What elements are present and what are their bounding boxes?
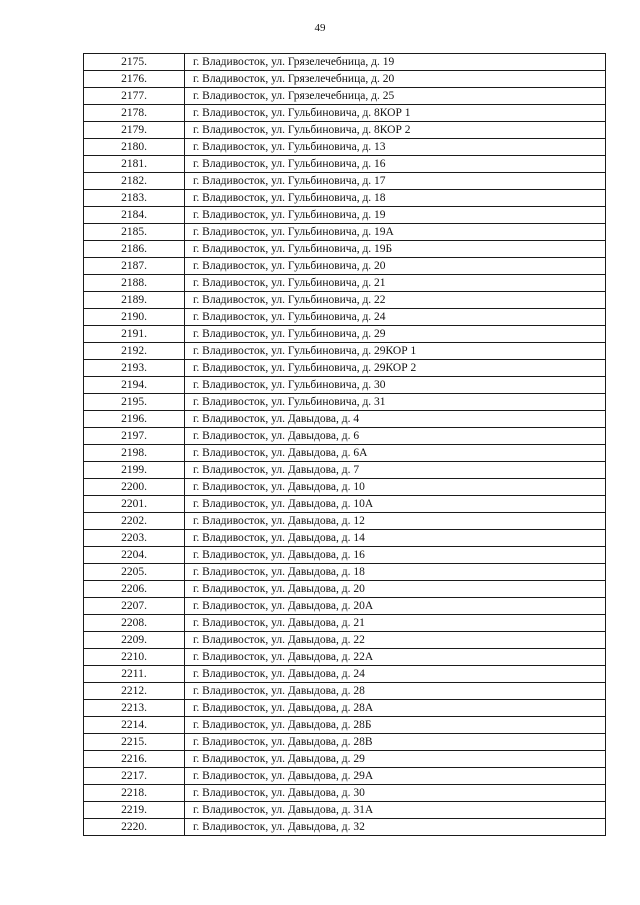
row-number-cell: 2186. <box>84 241 185 258</box>
address-cell: г. Владивосток, ул. Гульбиновича, д. 19Б <box>185 241 606 258</box>
address-cell: г. Владивосток, ул. Давыдова, д. 14 <box>185 530 606 547</box>
address-cell: г. Владивосток, ул. Гульбиновича, д. 8КОР 1 <box>185 105 606 122</box>
address-cell: г. Владивосток, ул. Давыдова, д. 28В <box>185 734 606 751</box>
table-row <box>84 343 606 360</box>
table-row <box>84 666 606 683</box>
address-cell: г. Владивосток, ул. Давыдова, д. 22 <box>185 632 606 649</box>
row-number-cell: 2187. <box>84 258 185 275</box>
address-cell: г. Владивосток, ул. Гульбиновича, д. 24 <box>185 309 606 326</box>
row-number-cell: 2182. <box>84 173 185 190</box>
row-number-cell: 2180. <box>84 139 185 156</box>
row-number-cell: 2205. <box>84 564 185 581</box>
address-cell: г. Владивосток, ул. Гульбиновича, д. 17 <box>185 173 606 190</box>
row-number-cell: 2206. <box>84 581 185 598</box>
row-number-cell: 2215. <box>84 734 185 751</box>
row-number-cell: 2190. <box>84 309 185 326</box>
table-row <box>84 717 606 734</box>
row-number-cell: 2216. <box>84 751 185 768</box>
table-row <box>84 649 606 666</box>
row-number-cell: 2175. <box>84 54 185 71</box>
table-row <box>84 768 606 785</box>
row-number-cell: 2200. <box>84 479 185 496</box>
table-row <box>84 513 606 530</box>
address-table <box>83 53 606 836</box>
table-row <box>84 105 606 122</box>
row-number-cell: 2204. <box>84 547 185 564</box>
table-row <box>84 54 606 71</box>
address-cell: г. Владивосток, ул. Гульбиновича, д. 18 <box>185 190 606 207</box>
row-number-cell: 2201. <box>84 496 185 513</box>
table-row <box>84 360 606 377</box>
row-number-cell: 2184. <box>84 207 185 224</box>
table-row <box>84 326 606 343</box>
row-number-cell: 2209. <box>84 632 185 649</box>
address-cell: г. Владивосток, ул. Давыдова, д. 28А <box>185 700 606 717</box>
address-cell: г. Владивосток, ул. Гульбиновича, д. 20 <box>185 258 606 275</box>
row-number-cell: 2203. <box>84 530 185 547</box>
address-cell: г. Владивосток, ул. Давыдова, д. 24 <box>185 666 606 683</box>
row-number-cell: 2188. <box>84 275 185 292</box>
address-cell: г. Владивосток, ул. Давыдова, д. 12 <box>185 513 606 530</box>
table-row <box>84 241 606 258</box>
address-cell: г. Владивосток, ул. Грязелечебница, д. 19 <box>185 54 606 71</box>
table-row <box>84 751 606 768</box>
address-cell: г. Владивосток, ул. Гульбиновича, д. 19 <box>185 207 606 224</box>
table-row <box>84 173 606 190</box>
table-row <box>84 462 606 479</box>
table-row <box>84 802 606 819</box>
address-cell: г. Владивосток, ул. Давыдова, д. 22А <box>185 649 606 666</box>
address-cell: г. Владивосток, ул. Гульбиновича, д. 16 <box>185 156 606 173</box>
address-cell: г. Владивосток, ул. Гульбиновича, д. 29 <box>185 326 606 343</box>
address-cell: г. Владивосток, ул. Давыдова, д. 6А <box>185 445 606 462</box>
table-row <box>84 564 606 581</box>
address-cell: г. Владивосток, ул. Давыдова, д. 32 <box>185 819 606 836</box>
address-cell: г. Владивосток, ул. Грязелечебница, д. 20 <box>185 71 606 88</box>
row-number-cell: 2198. <box>84 445 185 462</box>
table-row <box>84 190 606 207</box>
table-row <box>84 734 606 751</box>
row-number-cell: 2179. <box>84 122 185 139</box>
table-row <box>84 292 606 309</box>
address-cell: г. Владивосток, ул. Давыдова, д. 4 <box>185 411 606 428</box>
address-cell: г. Владивосток, ул. Давыдова, д. 31А <box>185 802 606 819</box>
address-cell: г. Владивосток, ул. Давыдова, д. 20 <box>185 581 606 598</box>
table-row <box>84 207 606 224</box>
table-row <box>84 581 606 598</box>
table-row <box>84 598 606 615</box>
table-row <box>84 819 606 836</box>
address-cell: г. Владивосток, ул. Давыдова, д. 20А <box>185 598 606 615</box>
row-number-cell: 2177. <box>84 88 185 105</box>
address-cell: г. Владивосток, ул. Гульбиновича, д. 21 <box>185 275 606 292</box>
row-number-cell: 2210. <box>84 649 185 666</box>
row-number-cell: 2197. <box>84 428 185 445</box>
address-cell: г. Владивосток, ул. Давыдова, д. 29 <box>185 751 606 768</box>
row-number-cell: 2218. <box>84 785 185 802</box>
table-row <box>84 530 606 547</box>
row-number-cell: 2202. <box>84 513 185 530</box>
table-row <box>84 683 606 700</box>
table-row <box>84 71 606 88</box>
page-number: 49 <box>314 22 326 34</box>
address-cell: г. Владивосток, ул. Грязелечебница, д. 25 <box>185 88 606 105</box>
table-row <box>84 615 606 632</box>
row-number-cell: 2208. <box>84 615 185 632</box>
row-number-cell: 2181. <box>84 156 185 173</box>
table-row <box>84 785 606 802</box>
table-row <box>84 428 606 445</box>
address-cell: г. Владивосток, ул. Давыдова, д. 10А <box>185 496 606 513</box>
address-cell: г. Владивосток, ул. Гульбиновича, д. 29КОР 2 <box>185 360 606 377</box>
row-number-cell: 2178. <box>84 105 185 122</box>
row-number-cell: 2183. <box>84 190 185 207</box>
row-number-cell: 2189. <box>84 292 185 309</box>
table-body <box>84 54 606 836</box>
table-row <box>84 258 606 275</box>
row-number-cell: 2214. <box>84 717 185 734</box>
address-cell: г. Владивосток, ул. Давыдова, д. 29А <box>185 768 606 785</box>
table-row <box>84 309 606 326</box>
table-row <box>84 479 606 496</box>
table-row <box>84 88 606 105</box>
row-number-cell: 2176. <box>84 71 185 88</box>
row-number-cell: 2219. <box>84 802 185 819</box>
row-number-cell: 2194. <box>84 377 185 394</box>
table-row <box>84 224 606 241</box>
table-row <box>84 496 606 513</box>
row-number-cell: 2192. <box>84 343 185 360</box>
row-number-cell: 2220. <box>84 819 185 836</box>
address-cell: г. Владивосток, ул. Гульбиновича, д. 31 <box>185 394 606 411</box>
address-cell: г. Владивосток, ул. Давыдова, д. 28Б <box>185 717 606 734</box>
address-cell: г. Владивосток, ул. Давыдова, д. 21 <box>185 615 606 632</box>
table-row <box>84 139 606 156</box>
row-number-cell: 2207. <box>84 598 185 615</box>
row-number-cell: 2217. <box>84 768 185 785</box>
address-cell: г. Владивосток, ул. Гульбиновича, д. 19А <box>185 224 606 241</box>
address-cell: г. Владивосток, ул. Давыдова, д. 7 <box>185 462 606 479</box>
address-cell: г. Владивосток, ул. Гульбиновича, д. 22 <box>185 292 606 309</box>
table-row <box>84 377 606 394</box>
row-number-cell: 2191. <box>84 326 185 343</box>
address-cell: г. Владивосток, ул. Гульбиновича, д. 8КОР 2 <box>185 122 606 139</box>
address-cell: г. Владивосток, ул. Давыдова, д. 30 <box>185 785 606 802</box>
table-row <box>84 411 606 428</box>
address-cell: г. Владивосток, ул. Давыдова, д. 18 <box>185 564 606 581</box>
table-row <box>84 547 606 564</box>
table-row <box>84 394 606 411</box>
table-row <box>84 122 606 139</box>
row-number-cell: 2185. <box>84 224 185 241</box>
table-row <box>84 700 606 717</box>
address-cell: г. Владивосток, ул. Гульбиновича, д. 30 <box>185 377 606 394</box>
table-row <box>84 445 606 462</box>
row-number-cell: 2195. <box>84 394 185 411</box>
table-row <box>84 275 606 292</box>
address-cell: г. Владивосток, ул. Давыдова, д. 16 <box>185 547 606 564</box>
address-cell: г. Владивосток, ул. Давыдова, д. 10 <box>185 479 606 496</box>
address-cell: г. Владивосток, ул. Давыдова, д. 6 <box>185 428 606 445</box>
address-cell: г. Владивосток, ул. Давыдова, д. 28 <box>185 683 606 700</box>
address-cell: г. Владивосток, ул. Гульбиновича, д. 13 <box>185 139 606 156</box>
row-number-cell: 2196. <box>84 411 185 428</box>
row-number-cell: 2199. <box>84 462 185 479</box>
table-row <box>84 632 606 649</box>
table-row <box>84 156 606 173</box>
row-number-cell: 2212. <box>84 683 185 700</box>
row-number-cell: 2213. <box>84 700 185 717</box>
row-number-cell: 2193. <box>84 360 185 377</box>
row-number-cell: 2211. <box>84 666 185 683</box>
address-cell: г. Владивосток, ул. Гульбиновича, д. 29КОР 1 <box>185 343 606 360</box>
